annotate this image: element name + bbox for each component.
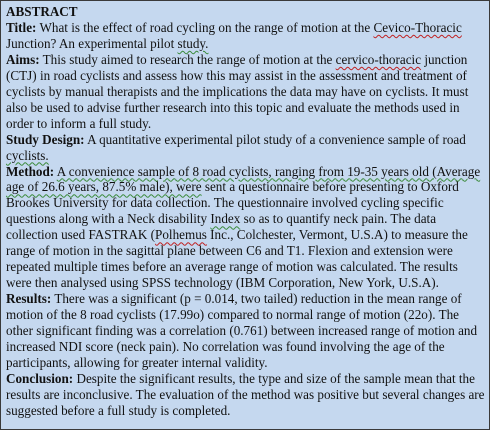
- method-text-a: sent a questionnaire before presenting to Oxford Brookes University for data collection. The questionnaire involved cycling specific questions along with a Neck disability: [6, 179, 459, 227]
- aims-text-a: This study aimed to research the range of motion at the: [42, 51, 336, 67]
- results-paragraph: [6, 291, 485, 371]
- title-paragraph: [6, 20, 485, 52]
- results-label: Results:: [6, 291, 52, 307]
- study-design-paragraph: [6, 132, 485, 164]
- aims-paragraph: [6, 52, 485, 132]
- method-text-b: so as to quantify neck pain. The data collection used FASTRAK (: [6, 211, 437, 243]
- title-label: Title:: [6, 19, 37, 35]
- aims-spelling-flag: cervico-thoracic: [335, 51, 422, 67]
- conclusion-paragraph: [6, 371, 485, 419]
- conclusion-label: Conclusion:: [6, 370, 74, 386]
- results-text: There was a significant (p = 0.014, two tailed) reduction in the mean range of motion of the 8 road cyclists (17.99o) compared to normal range of motion (22o). The other significant finding was a correlation (0.761) between increased range of motion and increased NDI score (neck pain). No correlation was found involving the age of the participants, allowing for greater internal validity.: [6, 291, 478, 370]
- method-grammar-flag: A convenience sample of 8 road cyclists, ranging from 19-35 years old (Average age of 26.6 years, 87.5% male), were: [6, 163, 481, 195]
- study-design-text-a: A quantitative experimental pilot study of a convenience sample of road: [87, 131, 466, 147]
- method-spelling-flag: Polhemus: [155, 227, 207, 243]
- method-label: Method:: [6, 163, 55, 179]
- study-design-label: Study Design:: [6, 131, 85, 147]
- aims-label: Aims:: [6, 51, 40, 67]
- abstract-heading: ABSTRACT: [6, 4, 78, 19]
- title-spelling-flag: Cevico-Thoracic: [373, 19, 462, 35]
- conclusion-text: Despite the significant results, the type and size of the sample mean that the results are inconclusive. The evaluation of the method was positive but several changes are suggested before a full study is completed.: [6, 370, 485, 418]
- title-text-b: Junction? An experimental pilot: [6, 35, 178, 51]
- title-grammar-flag: study.: [177, 35, 209, 51]
- method-text-c: Inc., Colchester, Vermont, U.S.A) to measure the range of motion in the sagittal plane between C6 and T1. Flexion and extension were repeated multiple times before an average range of motion was calculated. The results were then analysed using SPSS technology (IBM Corporation, New York, U.S.A).: [6, 227, 468, 291]
- title-text-a: What is the effect of road cycling on the range of motion at the: [39, 19, 374, 35]
- method-paragraph: [6, 164, 485, 292]
- aims-text-b: junction (CTJ) in road cyclists and assess how this may assist in the assessment and treatment of cyclists by manual therapists and the implications the data may have on cyclists. It must also be used to advise further research into this topic and evaluate the methods used in order to inform a full study.: [6, 51, 469, 131]
- method-grammar-flag-index: Index: [210, 211, 241, 227]
- study-design-grammar-flag: cyclists.: [6, 147, 49, 163]
